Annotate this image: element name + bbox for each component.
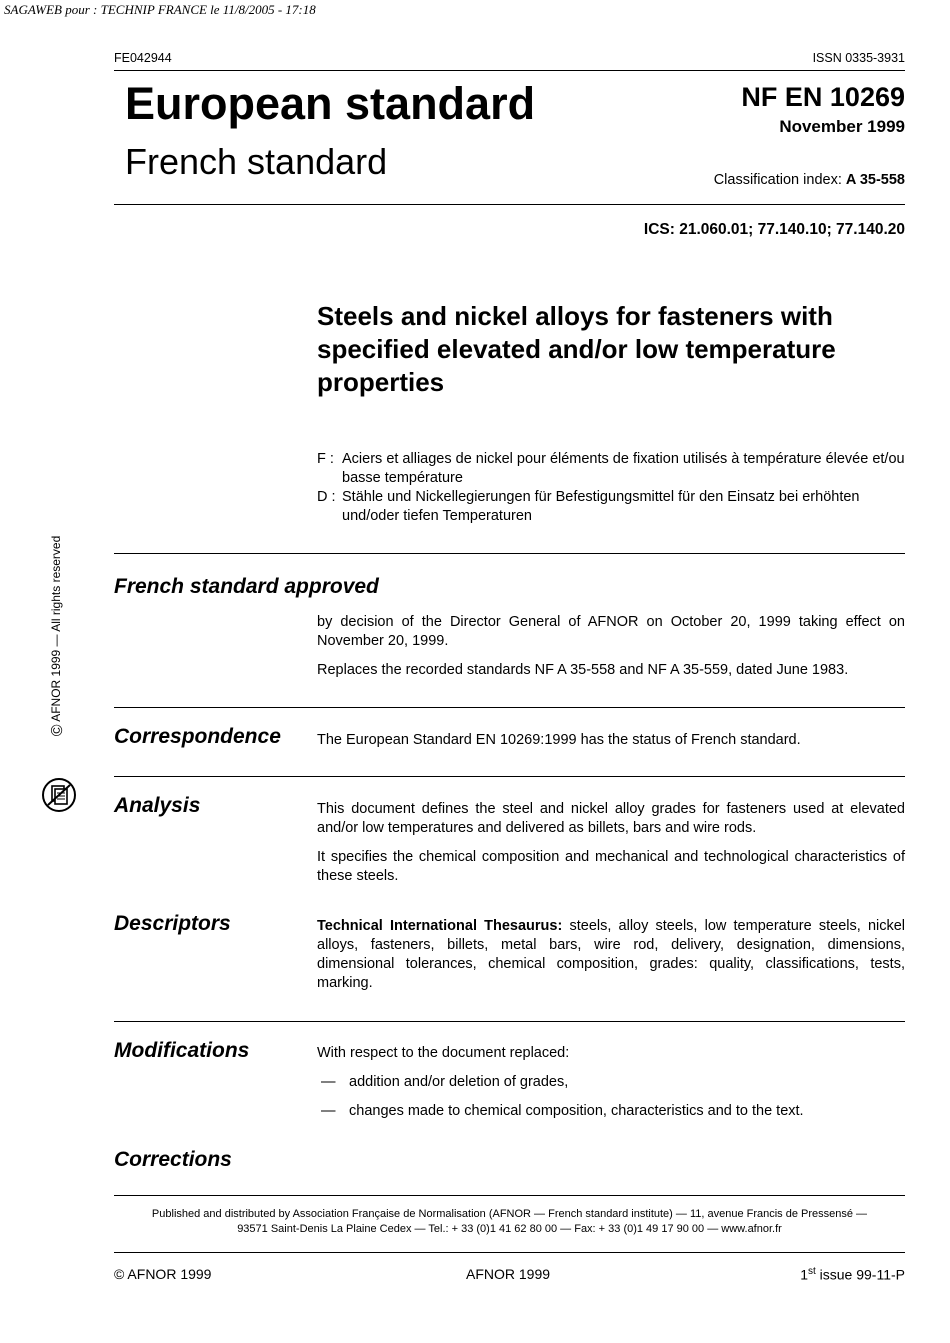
title-rule	[114, 204, 905, 205]
section-body-descriptors	[317, 917, 905, 993]
translation-german	[317, 488, 905, 526]
issue-info	[800, 1266, 905, 1283]
dash-bullet: —	[321, 1103, 336, 1119]
ics-codes: ICS: 21.060.01; 77.140.10; 77.140.20	[643, 221, 905, 238]
standard-number: NF EN 10269	[741, 82, 905, 112]
dash-bullet: —	[321, 1074, 336, 1090]
analysis-paragraph: It specifies the chemical composition and mechanical and technological characteristics of these steels.	[317, 849, 905, 884]
issue-text: issue 99-11-P	[815, 1266, 905, 1283]
list-item-text: addition and/or deletion of grades,	[349, 1074, 569, 1090]
analysis-paragraph: This document defines the steel and nickel alloy grades for fasteners used at elevated and/or low temperatures and delivered as billets, bars and wire rods.	[317, 801, 905, 836]
classification-label: Classification index:	[713, 172, 846, 188]
no-photocopy-icon	[41, 777, 77, 813]
document-title	[317, 300, 836, 399]
title-translations	[317, 450, 905, 526]
classification-value: A 35-558	[845, 172, 905, 188]
replaces-note: Replaces the recorded standards NF A 35-558 and NF A 35-559, dated June 1983.	[317, 662, 849, 678]
language-code: F :	[317, 451, 334, 467]
section-body-correspondence	[317, 731, 905, 750]
page-title: European standard	[125, 78, 536, 129]
section-body-approved	[317, 613, 905, 680]
descriptors-list: steels, alloy steels, low temperature steels, nickel alloys, fasteners, billets, metal bars, wire rod, delivery, designation, dimensions, dimensional tolerances, chemical composition, grades: quality, classifications, tests, marking.	[317, 918, 906, 991]
section-rule	[114, 776, 905, 777]
side-copyright	[49, 536, 67, 737]
section-title-correspondence: Correspondence	[114, 725, 281, 748]
classification-index	[714, 172, 905, 188]
print-watermark: SAGAWEB pour : TECHNIP FRANCE le 11/8/2005 - 17:18	[4, 2, 316, 17]
publisher-info	[114, 1207, 905, 1237]
translation-text: Stähle und Nickellegierungen für Befestigungsmittel für den Einsatz bei erhöhten und/oder tiefen Temperaturen	[342, 489, 860, 524]
section-rule	[114, 1021, 905, 1022]
page-subtitle: French standard	[125, 141, 388, 182]
document-title-line: properties	[317, 367, 445, 397]
section-body-modifications	[317, 1044, 905, 1121]
copyright-symbol: ©	[49, 724, 66, 737]
modifications-intro: With respect to the document replaced:	[317, 1045, 570, 1061]
language-code: D :	[317, 489, 336, 505]
section-body-analysis	[317, 800, 905, 886]
translation-text: Aciers et alliages de nickel pour éléments de fixation utilisés à température élevée et/ou basse température	[342, 451, 905, 486]
list-item	[317, 1102, 905, 1121]
standard-date: November 1999	[779, 117, 905, 136]
footer-rule	[114, 1252, 905, 1253]
section-title-descriptors: Descriptors	[114, 912, 231, 935]
correspondence-text: The European Standard EN 10269:1999 has the status of French standard.	[317, 732, 801, 748]
descriptors-label: Technical International Thesaurus:	[317, 918, 563, 934]
publisher-line: 93571 Saint-Denis La Plaine Cedex — Tel.: + 33 (0)1 41 62 80 00 — Fax: + 33 (0)1 49 17 90 00 — www.afnor.fr	[237, 1223, 782, 1235]
translation-french	[317, 450, 905, 488]
list-item	[317, 1073, 905, 1092]
footer-center: AFNOR 1999	[466, 1266, 551, 1282]
section-rule	[114, 553, 905, 554]
document-title-line: Steels and nickel alloys for fasteners with	[317, 301, 833, 331]
footer-copyright: © AFNOR 1999	[114, 1266, 212, 1282]
approval-decision: by decision of the Director General of AFNOR on October 20, 1999 taking effect on November 20, 1999.	[317, 614, 905, 649]
publisher-line: Published and distributed by Association Française de Normalisation (AFNOR — French standard institute) — 11, avenue Francis de Pressensé —	[151, 1208, 868, 1220]
document-reference: FE042944	[114, 51, 172, 65]
section-title-approved: French standard approved	[114, 575, 379, 598]
issue-ordinal: st	[807, 1266, 816, 1277]
section-title-corrections: Corrections	[114, 1148, 232, 1171]
header-rule	[114, 70, 905, 71]
list-item-text: changes made to chemical composition, characteristics and to the text.	[349, 1103, 804, 1119]
issn-number: ISSN 0335-3931	[812, 51, 905, 65]
document-title-line: specified elevated and/or low temperature	[317, 334, 836, 364]
section-rule	[114, 707, 905, 708]
section-title-modifications: Modifications	[114, 1039, 250, 1062]
footer-rule	[114, 1195, 905, 1196]
issue-number: 1	[800, 1266, 808, 1283]
section-title-analysis: Analysis	[114, 794, 201, 817]
side-copyright-text: AFNOR 1999 — All rights reserved	[49, 535, 63, 725]
